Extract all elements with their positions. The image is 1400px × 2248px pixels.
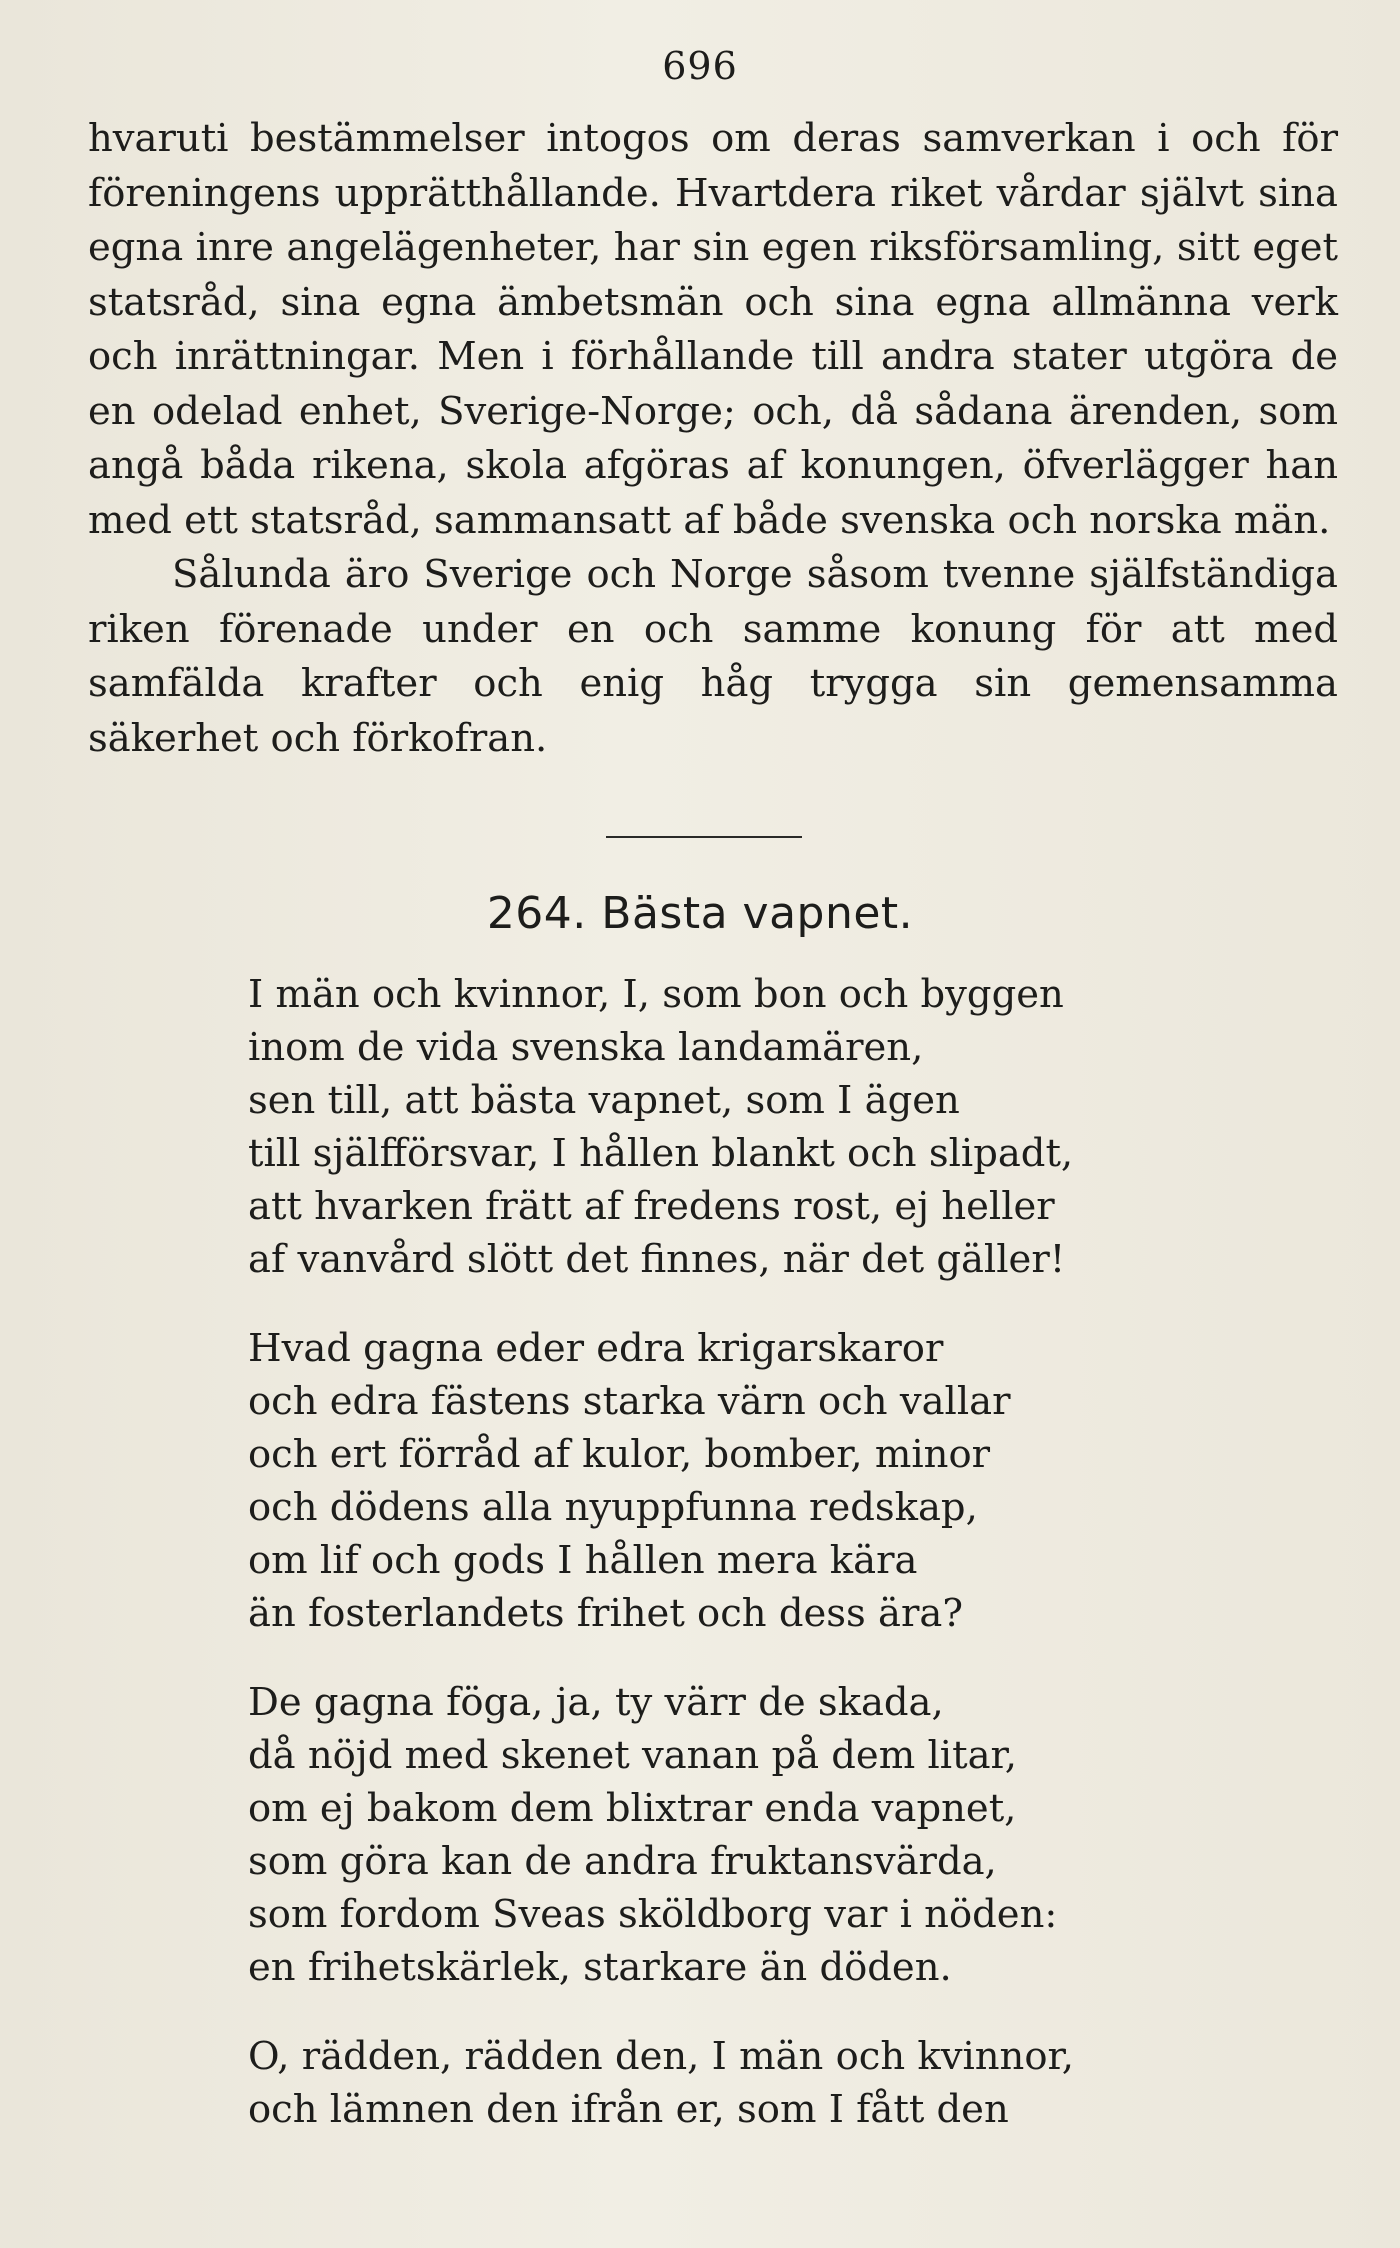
verse-line: än fosterlandets frihet och dess ära? (248, 1591, 963, 1636)
section-divider (606, 836, 802, 838)
poem (248, 968, 1248, 2172)
verse-line: I män och kvinnor, I, som bon och byggen (248, 972, 1064, 1017)
verse-line: och ert förråd af kulor, bomber, minor (248, 1432, 991, 1477)
poem-title: 264. Bästa vapnet. (486, 888, 914, 939)
verse-line: O, rädden, rädden den, I män och kvinnor, (248, 2034, 1074, 2079)
stanza (248, 1322, 1248, 1640)
verse-line: Hvad gagna eder edra krigarskaror (248, 1326, 944, 1371)
stanza (248, 1676, 1248, 1994)
prose-section (88, 112, 1338, 766)
verse-line: De gagna föga, ja, ty värr de skada, (248, 1680, 944, 1725)
verse-line: af vanvård slött det finnes, när det gäller! (248, 1237, 1066, 1282)
stanza (248, 968, 1248, 1286)
verse-line: om ej bakom dem blixtrar enda vapnet, (248, 1786, 1017, 1831)
stanza (248, 2030, 1248, 2136)
verse-line: som göra kan de andra fruktansvärda, (248, 1839, 997, 1884)
prose-paragraph: hvaruti bestämmelser intogos om deras samverkan i och för föreningens upprätthållande. Hvartdera riket vårdar självt sina egna inre angelägenheter, har sin egen riksförsamling, sitt eget statsråd, sina egna ämbetsmän och sina egna allmänna verk och inrättningar. Men i förhållande till andra stater utgöra de en odelad enhet, Sverige-Norge; och, då sådana ärenden, som angå båda rikena, skola afgöras af konungen, öfverlägger han med ett statsråd, sammansatt af både svenska och norska män. (88, 116, 1338, 543)
verse-line: sen till, att bästa vapnet, som I ägen (248, 1078, 960, 1123)
prose-paragraph: Sålunda äro Sverige och Norge såsom tvenne själfständiga riken förenade under en och samme konung för att med samfälda krafter och enig håg trygga sin gemensamma säkerhet och förkofran. (88, 552, 1338, 761)
verse-line: till själfförsvar, I hållen blankt och slipadt, (248, 1131, 1074, 1176)
verse-line: som fordom Sveas sköldborg var i nöden: (248, 1892, 1058, 1937)
verse-line: och lämnen den ifrån er, som I fått den (248, 2087, 1009, 2132)
verse-line: och edra fästens starka värn och vallar (248, 1379, 1011, 1424)
verse-line: då nöjd med skenet vanan på dem litar, (248, 1733, 1017, 1778)
verse-line: om lif och gods I hållen mera kära (248, 1538, 918, 1583)
verse-line: inom de vida svenska landamären, (248, 1025, 924, 1070)
verse-line: och dödens alla nyuppfunna redskap, (248, 1485, 978, 1530)
page-number: 696 (662, 44, 738, 88)
verse-line: att hvarken frätt af fredens rost, ej heller (248, 1184, 1055, 1229)
verse-line: en frihetskärlek, starkare än döden. (248, 1945, 952, 1990)
